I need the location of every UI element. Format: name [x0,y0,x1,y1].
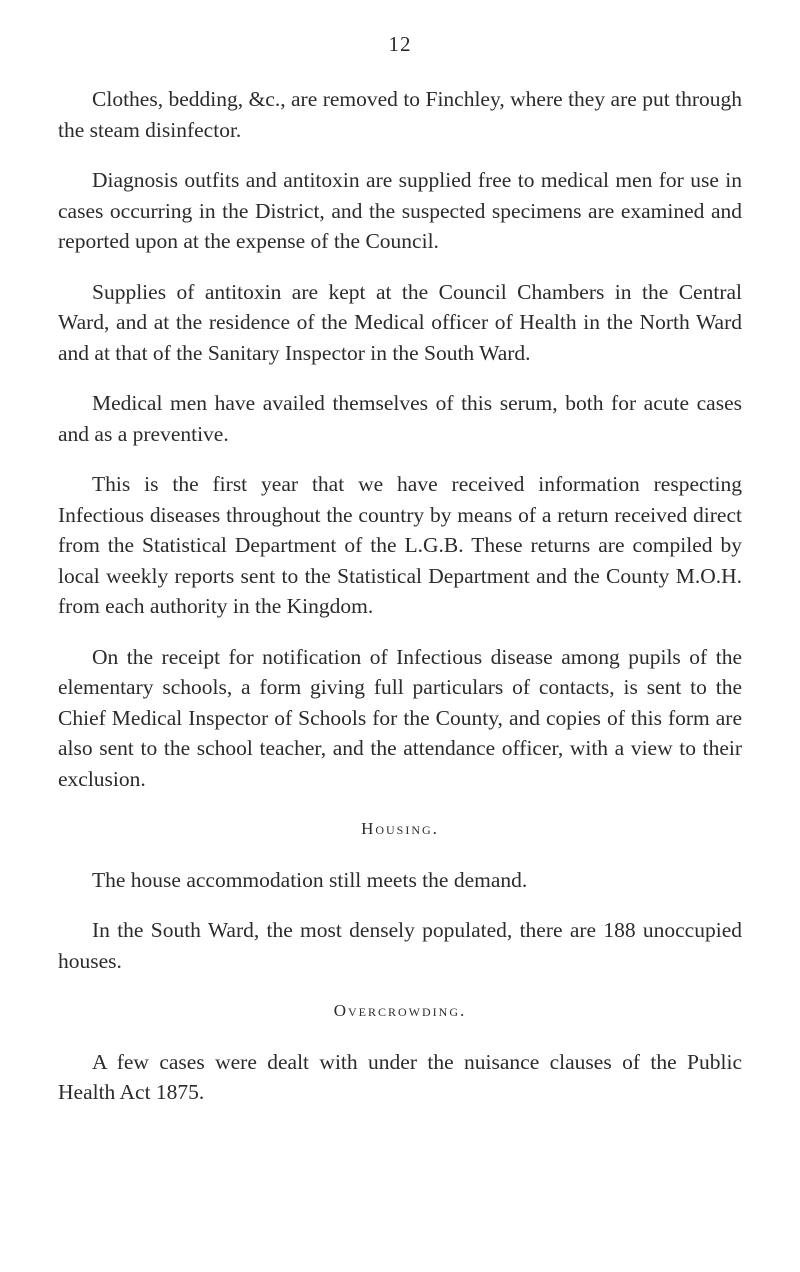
paragraph-school-notification: On the receipt for notification of Infectious disease among pupils of the elementary schools, a form giving full particulars of contacts, is sent to the Chief Medical Inspector of Schools for the County, and copies of this form are also sent to the school teacher, and the attendance officer, with a view to their exclusion. [58,644,742,791]
paragraph-nuisance-clauses: A few cases were dealt with under the nuisance clauses of the Public Health Act 1875. [58,1049,742,1104]
body-text [58,84,742,1128]
page-number: 12 [388,32,412,56]
paragraph-serum-usage: Medical men have availed themselves of this serum, both for acute cases and as a preventive. [58,391,742,446]
paragraph-statistical-returns: This is the first year that we have received information respecting Infectious diseases throughout the country by means of a return received direct from the Statistical Department of the L.G.B. These returns are compiled by local weekly reports sent to the Statistical Department and the County M.O.H. from each authority in the Kingdom. [58,472,742,618]
heading-housing: Housing. [361,819,439,838]
paragraph-unoccupied-houses: In the South Ward, the most densely populated, there are 188 unoccupied houses. [58,918,742,973]
paragraph-house-accommodation: The house accommodation still meets the demand. [92,867,528,892]
paragraph-antitoxin-supplies: Supplies of antitoxin are kept at the Council Chambers in the Central Ward, and at the residence of the Medical officer of Health in the North Ward and at that of the Sanitary Inspector in the South Ward. [58,279,742,365]
heading-overcrowding: Overcrowding. [333,1001,467,1020]
paragraph-disinfection: Clothes, bedding, &c., are removed to Finchley, where they are put through the steam disinfector. [58,87,742,142]
paragraph-diagnosis-outfits: Diagnosis outfits and antitoxin are supplied free to medical men for use in cases occurring in the District, and the suspected specimens are examined and reported upon at the expense of the Council. [58,168,742,253]
